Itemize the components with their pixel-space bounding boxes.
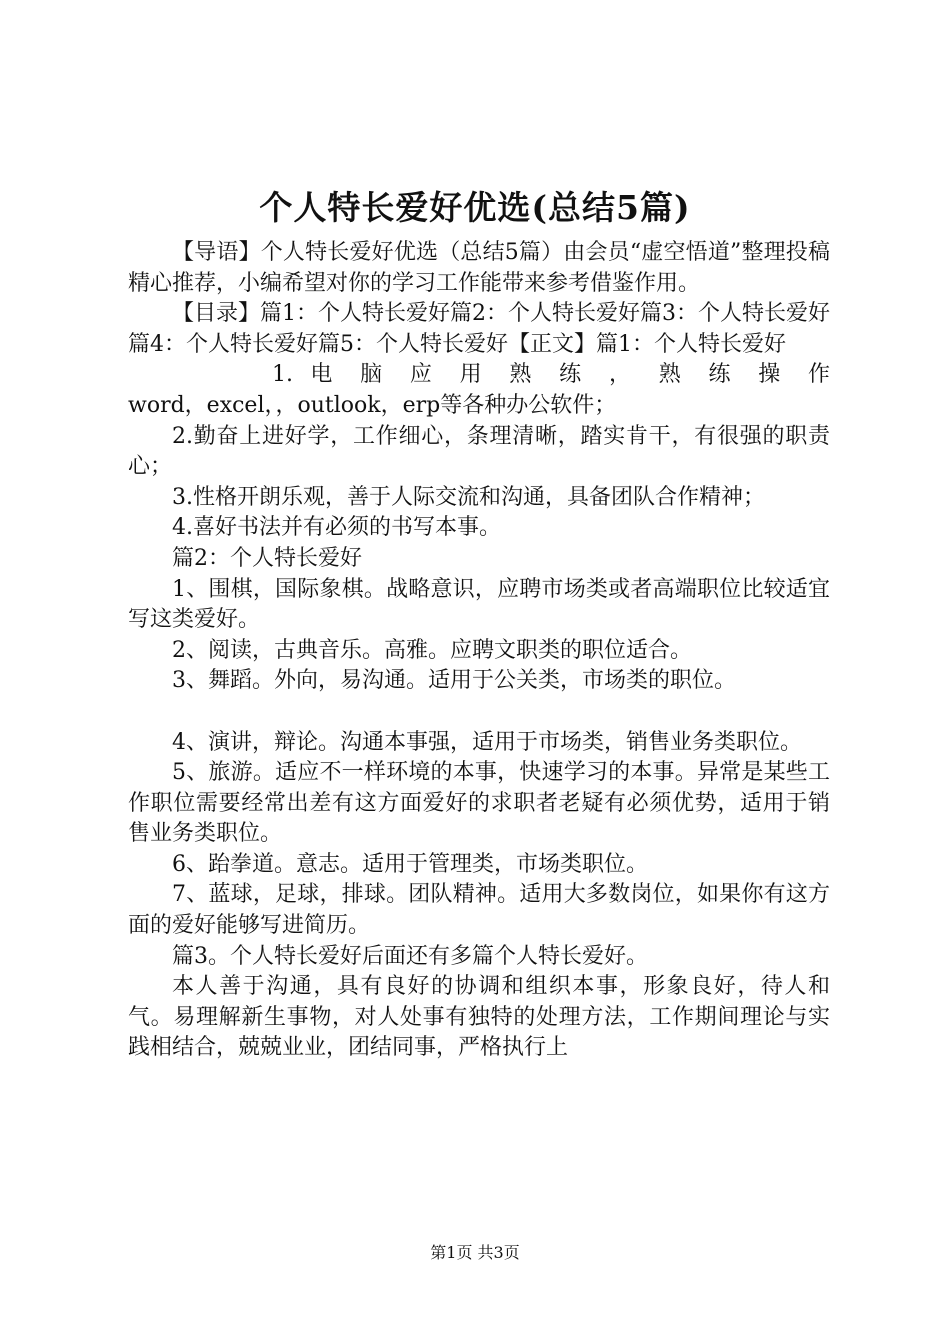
paragraph-item-4: 4.喜好书法并有必须的书写本事。 bbox=[172, 515, 501, 541]
paragraph-hobby-1: 1、围棋，国际象棋。战略意识，应聘市场类或者高端职位比较适宜写这类爱好。 bbox=[128, 576, 830, 633]
paragraph-item-1b: word，excel，，outlook，erp等各种办公软件； bbox=[128, 392, 617, 418]
paragraph-hobby-2: 2、阅读，古典音乐。高雅。应聘文职类的职位适合。 bbox=[172, 637, 692, 663]
paragraph-item-1a: 1. 电 脑 应 用 熟 练 ， 熟 练 操 作 bbox=[272, 362, 830, 388]
paragraph-toc: 【目录】篇1：个人特长爱好篇2：个人特长爱好篇3：个人特长爱好篇4：个人特长爱好篇5：个人特长爱好【正文】篇1：个人特长爱好 bbox=[128, 301, 830, 357]
document-body bbox=[128, 238, 830, 1064]
paragraph-item-2: 2.勤奋上进好学，工作细心，条理清晰，踏实肯干，有很强的职责心； bbox=[128, 423, 830, 480]
paragraph-item-3: 3.性格开朗乐观，善于人际交流和沟通，具备团队合作精神； bbox=[172, 484, 765, 510]
document-title: 个人特长爱好优选(总结5篇) bbox=[259, 188, 691, 227]
paragraph-hobby-5: 5、旅游。适应不一样环境的本事，快速学习的本事。异常是某些工作职位需要经常出差有这方面爱好的求职者老疑有必须优势，适用于销售业务类职位。 bbox=[128, 760, 830, 847]
paragraph-hobby-3: 3、舞蹈。外向，易沟通。适用于公关类，市场类的职位。 bbox=[172, 668, 736, 694]
page-footer: 第1页 共3页 bbox=[430, 1243, 520, 1262]
section-heading-2: 篇2：个人特长爱好 bbox=[172, 545, 362, 571]
paragraph-hobby-4: 4、演讲，辩论。沟通本事强，适用于市场类，销售业务类职位。 bbox=[172, 729, 802, 755]
paragraph-self-intro: 本人善于沟通，具有良好的协调和组织本事，形象良好，待人和气。易理解新生事物，对人处事有独特的处理方法，工作期间理论与实践相结合，兢兢业业，团结同事，严格执行上 bbox=[128, 974, 830, 1061]
section-heading-3: 篇3。个人特长爱好后面还有多篇个人特长爱好。 bbox=[172, 943, 648, 969]
paragraph-hobby-7: 7、蓝球，足球，排球。团队精神。适用大多数岗位，如果你有这方面的爱好能够写进简历。 bbox=[128, 882, 830, 939]
paragraph-intro: 【导语】个人特长爱好优选（总结5篇）由会员“虚空悟道”整理投稿精心推荐，小编希望对你的学习工作能带来参考借鉴作用。 bbox=[128, 240, 830, 296]
blank-line bbox=[128, 697, 830, 728]
paragraph-hobby-6: 6、跆拳道。意志。适用于管理类，市场类职位。 bbox=[172, 851, 648, 877]
